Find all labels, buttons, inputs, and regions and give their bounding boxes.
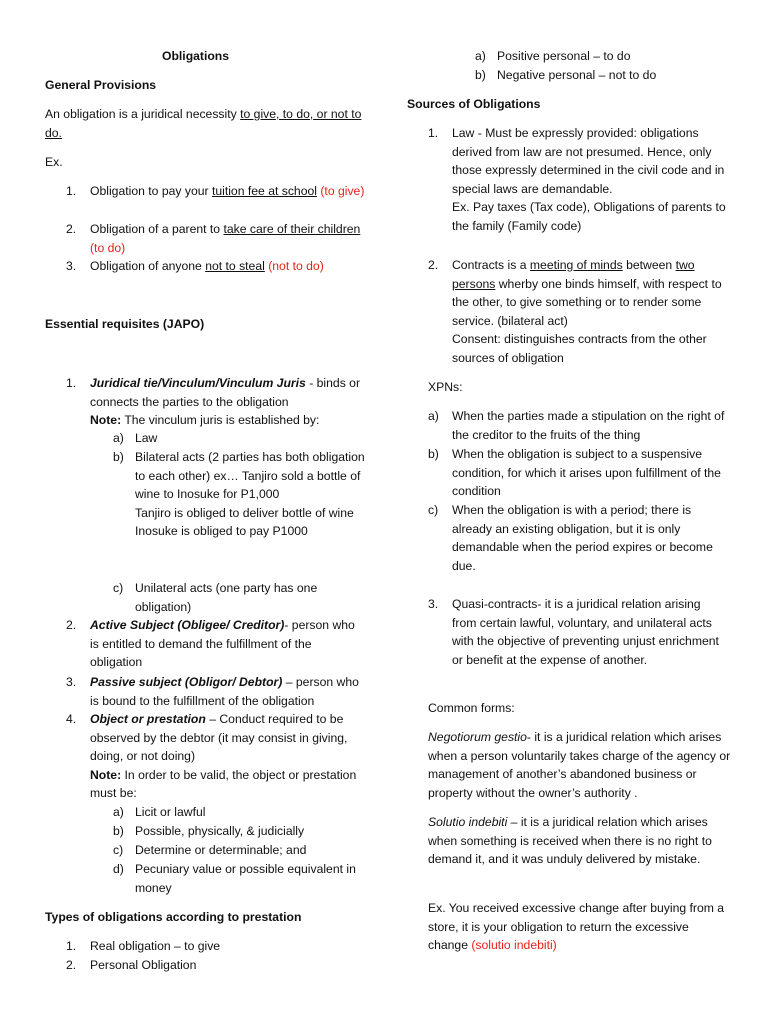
requisite-3: 3. Passive subject (Obligor/ Debtor) – person who is bound to the fulfillment of the obligation xyxy=(66,675,359,708)
example-paragraph: Ex. You received excessive change after buying from a store, it is your obligation to return the excessive change (solutio indebiti) xyxy=(428,901,725,952)
requisite-2: 2. Active Subject (Obligee/ Creditor)- person who is entitled to demand the fulfillment of the obligation xyxy=(66,618,355,669)
negotiorum-paragraph: Negotiorum gestio- it is a juridical relation which arises when a person voluntarily takes charge of the agency or management of another’s abandoned business or property without the owner’s authority . xyxy=(428,730,731,800)
requisite-4-sub-a: a) Licit or lawful xyxy=(113,805,206,819)
requisite-4-sub-c: c) Determine or determinable; and xyxy=(113,843,307,857)
solutio-paragraph: Solutio indebiti – it is a juridical relation which arises when something is received when there is no right to demand it, and it was unduly delivered by mistake. xyxy=(428,815,712,866)
xpn-item-a: a) When the parties made a stipulation on the right of the creditor to the fruits of the thing xyxy=(428,409,725,442)
xpns-label: XPNs: xyxy=(428,380,463,394)
ex-label: Ex. xyxy=(45,155,63,169)
xpn-item-c: c) When the obligation is with a period; there is already an existing obligation, but it is only demandable when the period expires or become due. xyxy=(428,503,713,573)
requisite-1: 1. Juridical tie/Vinculum/Vinculum Juris - binds or connects the parties to the obligation Note: The vinculum juris is established by: xyxy=(66,376,361,427)
common-forms-label: Common forms: xyxy=(428,701,515,715)
general-provisions-heading: General Provisions xyxy=(45,78,157,92)
types-heading: Types of obligations according to prestation xyxy=(45,910,302,924)
list-item-example-2: 2. Obligation of a parent to take care of their children (to do) xyxy=(66,222,361,255)
requisite-1-sub-c: c) Unilateral acts (one party has one obligation) xyxy=(113,581,318,614)
requisites-heading: Essential requisites (JAPO) xyxy=(45,317,205,331)
list-item-example-3: 3. Obligation of anyone not to steal (not to do) xyxy=(66,259,324,273)
requisite-4: 4. Object or prestation – Conduct required to be observed by the debtor (it may consist in giving, doing, or not doing) Note: In order to be valid, the object or prestation must be: xyxy=(66,712,357,800)
list-item-example-1: 1. Obligation to pay your tuition fee at school (to give) xyxy=(66,184,365,198)
source-law: 1. Law - Must be expressly provided: obligations derived from law are not presumed. Hence, only those expressly determined in the civil code and in special laws are demandable. Ex. Pay taxes (Tax code), Obligations of parents to the family (Family code) xyxy=(428,126,726,233)
personal-item-b: b) Negative personal – not to do xyxy=(475,68,657,82)
personal-item-a: a) Positive personal – to do xyxy=(475,49,631,63)
source-contracts: 2. Contracts is a meeting of minds between two persons wherby one binds himself, with respect to the other, to give something or to render some service. (bilateral act) Consent: distinguishes contracts from the other sources of obligation xyxy=(428,258,722,365)
requisite-4-sub-d: d) Pecuniary value or possible equivalent in money xyxy=(113,862,356,895)
source-quasi-contracts: 3. Quasi-contracts- it is a juridical relation arising from certain lawful, voluntary, and unilateral acts with the objective of preventing unjust enrichment or benefit at the expense of another. xyxy=(428,597,719,667)
requisite-1-sub-b: b) Bilateral acts (2 parties has both obligation to each other) ex… Tanjiro sold a bottle of wine to Inosuke for P1,000 Tanjiro is obliged to deliver bottle of wine Inosuke is obliged to pay P1000 xyxy=(113,450,365,538)
xpn-item-b: b) When the obligation is subject to a suspensive condition, for which it arises upon fulfillment of the condition xyxy=(428,447,721,498)
requisite-4-sub-b: b) Possible, physically, & judicially xyxy=(113,824,305,838)
type-item-1: 1. Real obligation – to give xyxy=(66,939,221,953)
definition-paragraph: An obligation is a juridical necessity to give, to do, or not to do. xyxy=(45,107,362,140)
page-title: Obligations xyxy=(162,49,230,63)
sources-heading: Sources of Obligations xyxy=(407,97,541,111)
type-item-2: 2. Personal Obligation xyxy=(66,958,197,972)
requisite-1-sub-a: a) Law xyxy=(113,431,158,445)
